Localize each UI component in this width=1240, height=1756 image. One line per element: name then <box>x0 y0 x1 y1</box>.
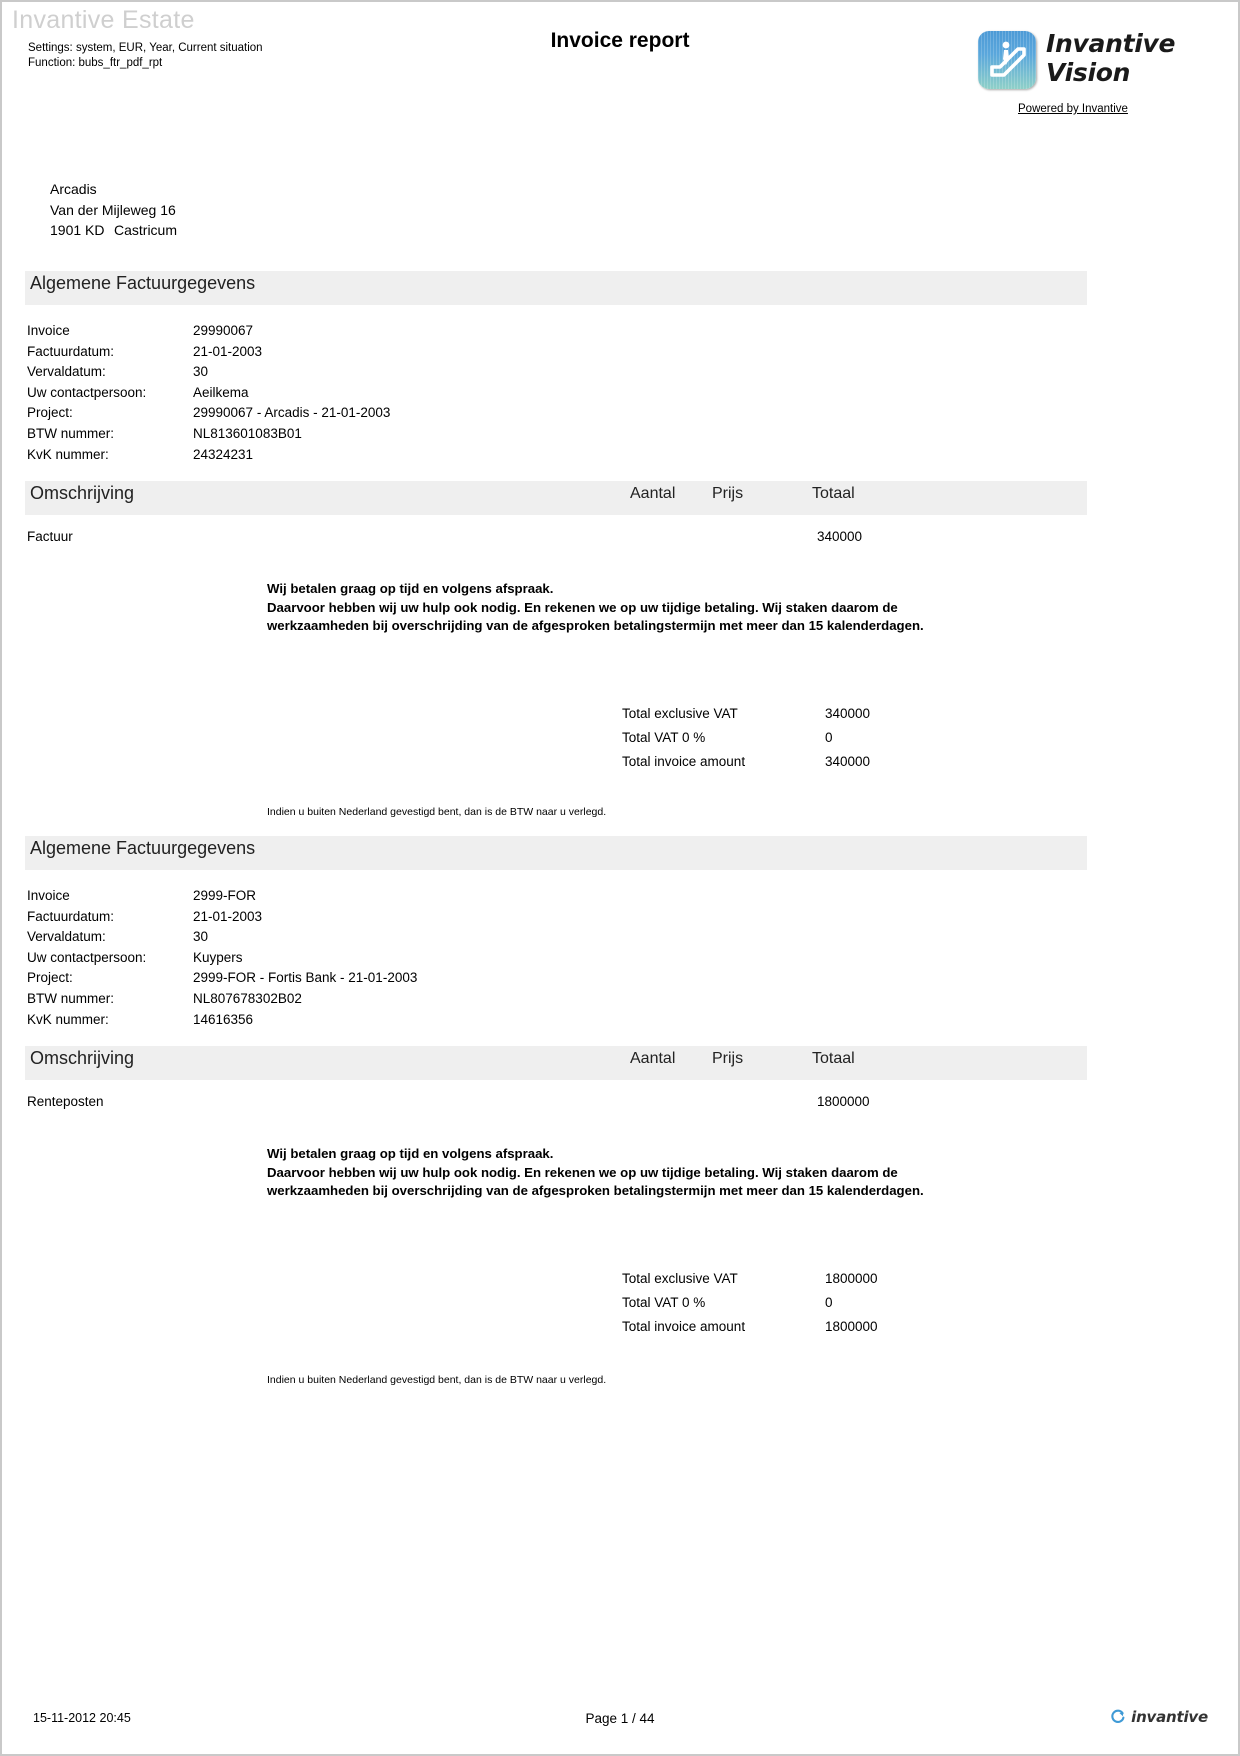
totals-value: 1800000 <box>825 1319 878 1335</box>
detail-label: Uw contactpersoon: <box>27 949 147 965</box>
totals-row-exclusive-vat <box>622 1267 878 1291</box>
detail-label: Invoice <box>27 888 70 903</box>
detail-label: Project: <box>27 405 73 421</box>
detail-label: Vervaldatum: <box>27 929 106 945</box>
detail-label: KvK nummer: <box>27 446 109 462</box>
column-header-totaal: Totaal <box>812 1050 855 1067</box>
totals-row-invoice-amount <box>622 1315 878 1339</box>
page-border-top <box>0 0 1240 2</box>
footer-brand-name: invantive <box>1131 1708 1208 1726</box>
line-total: 340000 <box>817 529 863 544</box>
page-title: Invoice report <box>550 29 690 52</box>
footer-page-number: Page 1 / 44 <box>585 1711 655 1726</box>
detail-value: 24324231 <box>193 446 254 462</box>
terms-line-2: Daarvoor hebben wij uw hulp ook nodig. En rekenen we op uw tijdige betaling. Wij staken daarom de werkzaamheden bij overschrijding van de afgesproken betalingstermijn met meer dan 15 kalenderdagen. <box>267 1164 924 1199</box>
line-total: 1800000 <box>817 1094 870 1109</box>
logo-line-2: Vision <box>1046 58 1131 87</box>
address-company: Arcadis <box>50 181 97 197</box>
detail-row-project <box>27 403 390 424</box>
detail-row-invoice <box>27 886 417 907</box>
swirl-icon <box>1110 1709 1126 1725</box>
detail-value: Kuypers <box>193 949 243 965</box>
detail-row-factuurdatum <box>27 907 417 928</box>
detail-value: 2999-FOR - Fortis Bank - 21-01-2003 <box>193 970 418 986</box>
detail-row-btw <box>27 989 417 1010</box>
terms-line-1: Wij betalen graag op tijd en volgens afspraak. <box>267 581 554 596</box>
logo-line-1: Invantive <box>1046 29 1176 58</box>
section-title: Algemene Factuurgegevens <box>30 273 256 293</box>
column-header-prijs: Prijs <box>712 1050 744 1067</box>
detail-value: 21-01-2003 <box>193 908 263 924</box>
detail-label: Uw contactpersoon: <box>27 384 147 400</box>
address-street: Van der Mijleweg 16 <box>50 201 176 218</box>
detail-label: BTW nummer: <box>27 990 115 1006</box>
detail-value: 14616356 <box>193 1011 254 1027</box>
detail-value: 29990067 - Arcadis - 21-01-2003 <box>193 405 391 421</box>
detail-label: Factuurdatum: <box>27 908 115 924</box>
column-header-prijs: Prijs <box>712 485 744 502</box>
totals-row-vat <box>622 1291 878 1315</box>
page-border-left <box>0 0 2 1756</box>
detail-value: 30 <box>193 364 209 380</box>
detail-value: 29990067 <box>193 323 254 338</box>
detail-label: KvK nummer: <box>27 1011 109 1027</box>
section-header-general-2 <box>25 836 1087 870</box>
totals-value: 340000 <box>825 754 871 770</box>
invoice-totals-1 <box>622 702 870 775</box>
totals-value: 1800000 <box>825 1271 878 1286</box>
application-watermark-title: Invantive Estate <box>12 6 195 34</box>
terms-line-1: Wij betalen graag op tijd en volgens afspraak. <box>267 1146 554 1161</box>
payment-terms-2 <box>267 1145 987 1201</box>
totals-label: Total VAT 0 % <box>622 730 706 746</box>
detail-row-factuurdatum <box>27 342 390 363</box>
section-title: Omschrijving <box>30 1048 135 1068</box>
address-zip: 1901 KD <box>50 222 105 238</box>
detail-label: Invoice <box>27 323 70 338</box>
detail-row-vervaldatum <box>27 927 417 948</box>
detail-row-contactpersoon <box>27 948 417 969</box>
function-line: Function: bubs_ftr_pdf_rpt <box>28 57 163 69</box>
totals-label: Total VAT 0 % <box>622 1295 706 1311</box>
detail-row-btw <box>27 424 390 445</box>
report-meta <box>28 41 263 71</box>
section-header-general-1 <box>25 271 1087 305</box>
line-description: Renteposten <box>27 1094 104 1109</box>
detail-row-kvk <box>27 1010 417 1031</box>
address-city-row <box>50 220 177 241</box>
detail-label: Project: <box>27 970 73 986</box>
section-header-description-1 <box>25 481 1087 515</box>
section-header-description-2 <box>25 1046 1087 1080</box>
escalator-person-icon <box>978 31 1036 89</box>
logo-wordmark <box>1046 29 1175 87</box>
section-title: Algemene Factuurgegevens <box>30 838 256 858</box>
detail-row-contactpersoon <box>27 383 390 404</box>
vat-footnote-1: Indien u buiten Nederland gevestigd bent, dan is de BTW naar u verlegd. <box>267 806 607 818</box>
detail-value: 21-01-2003 <box>193 343 263 359</box>
footer-brand <box>1110 1708 1208 1726</box>
detail-value: NL813601083B01 <box>193 425 302 441</box>
section-title: Omschrijving <box>30 483 135 503</box>
logo-stripe-texture <box>978 31 1036 89</box>
footer-timestamp: 15-11-2012 20:45 <box>33 1711 131 1725</box>
totals-value: 0 <box>825 730 833 746</box>
detail-value: 30 <box>193 929 209 945</box>
invoice-details-1 <box>27 321 390 465</box>
payment-terms-1 <box>267 580 987 636</box>
detail-label: Factuurdatum: <box>27 343 115 359</box>
totals-value: 340000 <box>825 706 871 721</box>
totals-row-exclusive-vat <box>622 702 870 726</box>
recipient-address <box>50 179 177 241</box>
column-header-aantal: Aantal <box>630 485 676 502</box>
powered-by-link[interactable]: Powered by Invantive <box>1018 103 1128 115</box>
totals-value: 0 <box>825 1295 833 1311</box>
detail-label: Vervaldatum: <box>27 364 106 380</box>
totals-label: Total invoice amount <box>622 1319 746 1335</box>
line-description: Factuur <box>27 529 73 544</box>
vat-footnote-2: Indien u buiten Nederland gevestigd bent, dan is de BTW naar u verlegd. <box>267 1374 607 1386</box>
totals-row-invoice-amount <box>622 750 870 774</box>
terms-line-2: Daarvoor hebben wij uw hulp ook nodig. En rekenen we op uw tijdige betaling. Wij staken daarom de werkzaamheden bij overschrijding van de afgesproken betalingstermijn met meer dan 15 kalenderdagen. <box>267 599 924 634</box>
column-header-totaal: Totaal <box>812 485 855 502</box>
detail-row-project <box>27 968 417 989</box>
settings-line: Settings: system, EUR, Year, Current situation <box>28 42 263 54</box>
invoice-details-2 <box>27 886 417 1030</box>
totals-row-vat <box>622 726 870 750</box>
address-city: Castricum <box>114 222 178 238</box>
invoice-totals-2 <box>622 1267 878 1340</box>
detail-row-invoice <box>27 321 390 342</box>
detail-value: 2999-FOR <box>193 888 257 903</box>
detail-row-kvk <box>27 445 390 466</box>
detail-value: NL807678302B02 <box>193 990 302 1006</box>
column-header-aantal: Aantal <box>630 1050 676 1067</box>
totals-label: Total exclusive VAT <box>622 1271 738 1286</box>
detail-row-vervaldatum <box>27 362 390 383</box>
detail-value: Aeilkema <box>193 384 249 400</box>
totals-label: Total invoice amount <box>622 754 746 770</box>
totals-label: Total exclusive VAT <box>622 706 738 721</box>
invantive-vision-logo <box>978 31 1188 93</box>
detail-label: BTW nummer: <box>27 425 115 441</box>
